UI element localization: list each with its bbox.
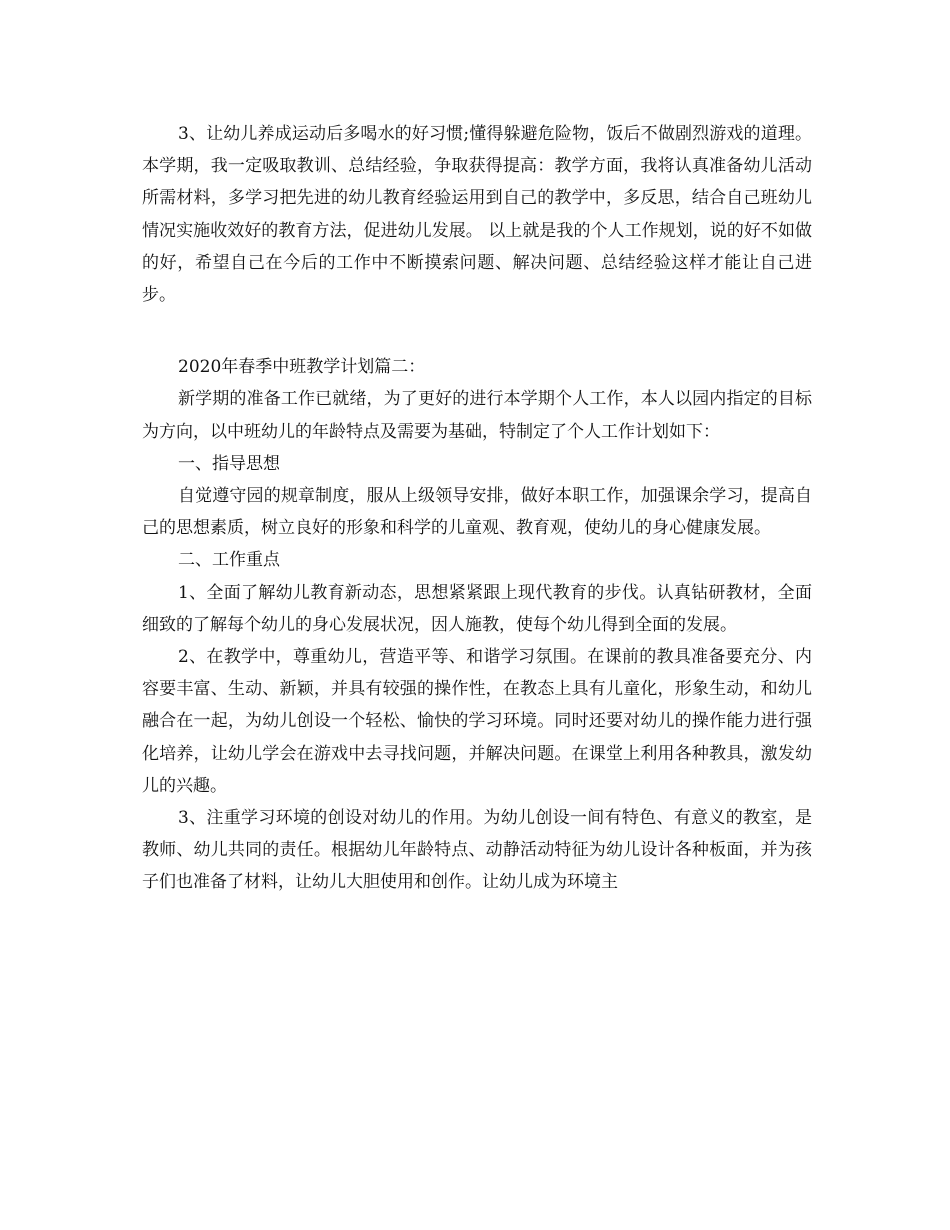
paragraph-focus-item-3: 3、注重学习环境的创设对幼儿的作用。为幼儿创设一间有特色、有意义的教室，是教师、幼儿共同的责任。根据幼儿年龄特点、动静活动特征为幼儿设计各种板面，并为孩子们也准备了材料，让幼儿大胆使用和创作。让幼儿成为环境主 bbox=[142, 808, 812, 893]
document-page bbox=[142, 118, 812, 899]
section-heading-part-two: 2020年春季中班教学计划篇二： bbox=[178, 357, 426, 378]
paragraph-focus-item-1: 1、全面了解幼儿教育新动态，思想紧紧跟上现代教育的步伐。认真钻研教材，全面细致的了解每个幼儿的身心发展状况，因人施教，使每个幼儿得到全面的发展。 bbox=[142, 582, 812, 635]
heading-work-focus: 二、工作重点 bbox=[178, 550, 280, 571]
paragraph-closing-remarks: 3、让幼儿养成运动后多喝水的好习惯;懂得躲避危险物，饭后不做剧烈游戏的道理。 本学期，我一定吸取教训、总结经验，争取获得提高：教学方面，我将认真准备幼儿活动所需材料，多学习把先进的幼儿教育经验运用到自己的教学中，多反思，结合自己班幼儿情况实施收效好的教育方法，促进幼儿发展。 以上就是我的个人工作规划，说的好不如做的好，希望自己在今后的工作中不断摸索问题、解决问题、总结经验这样才能让自己进步。 bbox=[142, 124, 812, 306]
paragraph-guiding-ideology: 自觉遵守园的规章制度，服从上级领导安排，做好本职工作，加强课余学习，提高自己的思想素质，树立良好的形象和科学的儿童观、教育观，使幼儿的身心健康发展。 bbox=[142, 486, 812, 539]
heading-guiding-ideology: 一、指导思想 bbox=[178, 453, 280, 474]
paragraph-focus-item-2: 2、在教学中，尊重幼儿，营造平等、和谐学习氛围。在课前的教具准备要充分、内容要丰富、生动、新颖，并具有较强的操作性，在教态上具有儿童化，形象生动，和幼儿融合在一起，为幼儿创设一个轻松、愉快的学习环境。同时还要对幼儿的操作能力进行强化培养，让幼儿学会在游戏中去寻找问题，并解决问题。在课堂上利用各种教具，激发幼儿的兴趣。 bbox=[142, 647, 812, 796]
paragraph-intro: 新学期的准备工作已就绪，为了更好的进行本学期个人工作，本人以园内指定的目标为方向，以中班幼儿的年龄特点及需要为基础，特制定了个人工作计划如下： bbox=[142, 389, 812, 442]
